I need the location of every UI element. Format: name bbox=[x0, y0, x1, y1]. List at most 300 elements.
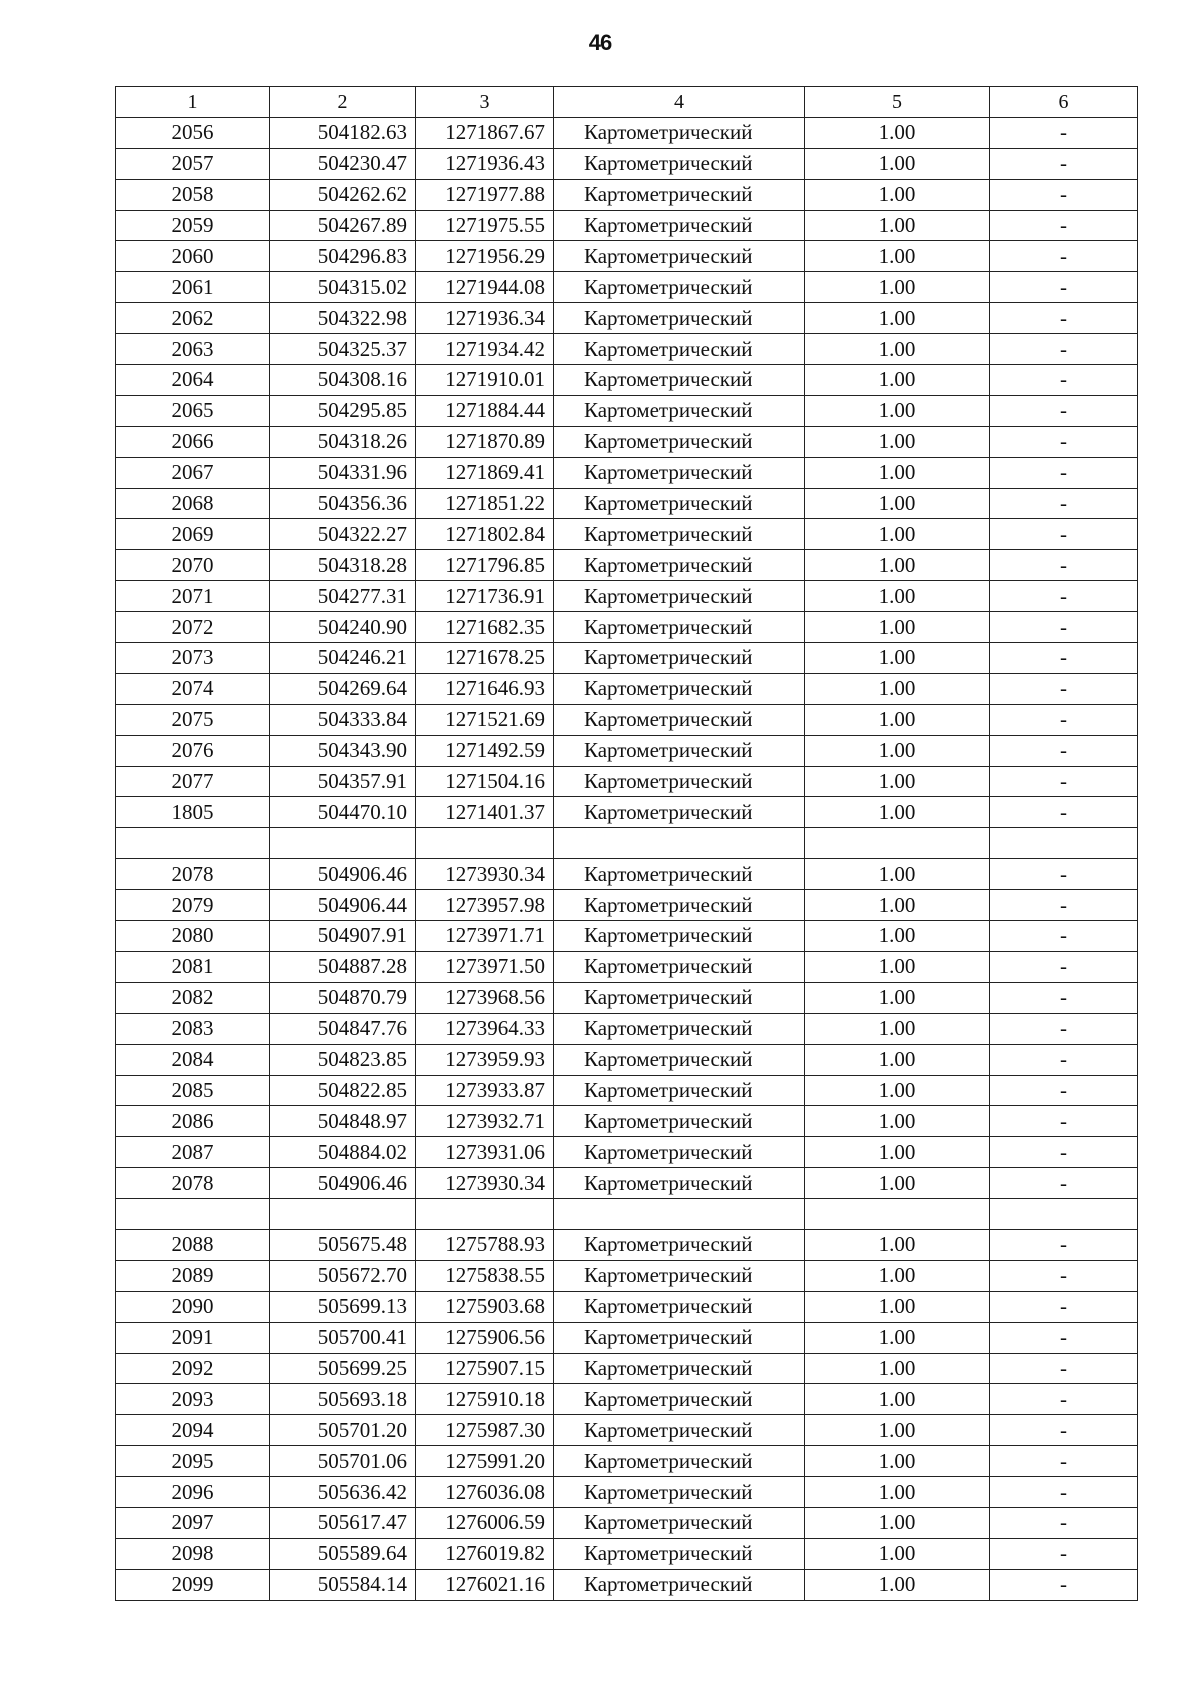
accuracy-cell: 1.00 bbox=[805, 1137, 990, 1168]
note-cell: - bbox=[990, 1384, 1138, 1415]
accuracy-cell: 1.00 bbox=[805, 1013, 990, 1044]
table-row bbox=[116, 1477, 1138, 1508]
method-cell: Картометрический bbox=[554, 1075, 805, 1106]
x-coordinate-cell: 504823.85 bbox=[270, 1044, 416, 1075]
method-cell: Картометрический bbox=[554, 859, 805, 890]
table-row bbox=[116, 1322, 1138, 1353]
note-cell: - bbox=[990, 457, 1138, 488]
y-coordinate-cell: 1273971.71 bbox=[416, 921, 554, 952]
point-number-cell: 2062 bbox=[116, 303, 270, 334]
method-cell: Картометрический bbox=[554, 797, 805, 828]
x-coordinate-cell: 504230.47 bbox=[270, 148, 416, 179]
y-coordinate-cell: 1273957.98 bbox=[416, 890, 554, 921]
table-row bbox=[116, 117, 1138, 148]
x-coordinate-cell: 504848.97 bbox=[270, 1106, 416, 1137]
table-row bbox=[116, 1106, 1138, 1137]
y-coordinate-cell: 1275910.18 bbox=[416, 1384, 554, 1415]
table-row bbox=[116, 859, 1138, 890]
y-coordinate-cell: 1276019.82 bbox=[416, 1538, 554, 1569]
x-coordinate-cell: 504277.31 bbox=[270, 581, 416, 612]
table-row bbox=[116, 643, 1138, 674]
method-cell: Картометрический bbox=[554, 179, 805, 210]
note-cell: - bbox=[990, 704, 1138, 735]
y-coordinate-cell: 1271869.41 bbox=[416, 457, 554, 488]
table-row bbox=[116, 1384, 1138, 1415]
point-number-cell: 2091 bbox=[116, 1322, 270, 1353]
point-number-cell: 2076 bbox=[116, 735, 270, 766]
point-number-cell: 2065 bbox=[116, 395, 270, 426]
method-cell: Картометрический bbox=[554, 1538, 805, 1569]
accuracy-cell: 1.00 bbox=[805, 1538, 990, 1569]
point-number-cell: 2066 bbox=[116, 426, 270, 457]
x-coordinate-cell: 504870.79 bbox=[270, 982, 416, 1013]
method-cell: Картометрический bbox=[554, 581, 805, 612]
accuracy-cell: 1.00 bbox=[805, 334, 990, 365]
method-cell: Картометрический bbox=[554, 1353, 805, 1384]
point-number-cell: 2073 bbox=[116, 643, 270, 674]
page-number: 46 bbox=[588, 30, 612, 55]
x-coordinate-cell: 504318.26 bbox=[270, 426, 416, 457]
point-number-cell bbox=[116, 828, 270, 859]
method-cell: Картометрический bbox=[554, 519, 805, 550]
table-row bbox=[116, 148, 1138, 179]
point-number-cell: 2075 bbox=[116, 704, 270, 735]
x-coordinate-cell: 504906.46 bbox=[270, 859, 416, 890]
x-coordinate-cell: 505672.70 bbox=[270, 1260, 416, 1291]
note-cell: - bbox=[990, 1322, 1138, 1353]
x-coordinate-cell: 504325.37 bbox=[270, 334, 416, 365]
accuracy-cell: 1.00 bbox=[805, 519, 990, 550]
accuracy-cell: 1.00 bbox=[805, 951, 990, 982]
y-coordinate-cell: 1275788.93 bbox=[416, 1229, 554, 1260]
y-coordinate-cell: 1271956.29 bbox=[416, 241, 554, 272]
x-coordinate-cell: 505700.41 bbox=[270, 1322, 416, 1353]
method-cell bbox=[554, 828, 805, 859]
accuracy-cell: 1.00 bbox=[805, 1106, 990, 1137]
accuracy-cell: 1.00 bbox=[805, 1044, 990, 1075]
accuracy-cell: 1.00 bbox=[805, 241, 990, 272]
method-cell: Картометрический bbox=[554, 210, 805, 241]
note-cell: - bbox=[990, 1415, 1138, 1446]
note-cell: - bbox=[990, 612, 1138, 643]
note-cell: - bbox=[990, 1260, 1138, 1291]
note-cell: - bbox=[990, 673, 1138, 704]
accuracy-cell: 1.00 bbox=[805, 1477, 990, 1508]
method-cell: Картометрический bbox=[554, 272, 805, 303]
y-coordinate-cell: 1275991.20 bbox=[416, 1446, 554, 1477]
y-coordinate-cell: 1271646.93 bbox=[416, 673, 554, 704]
x-coordinate-cell: 504308.16 bbox=[270, 365, 416, 396]
y-coordinate-cell: 1276021.16 bbox=[416, 1569, 554, 1600]
y-coordinate-cell: 1271682.35 bbox=[416, 612, 554, 643]
method-cell: Картометрический bbox=[554, 395, 805, 426]
coordinates-table bbox=[115, 86, 1138, 1601]
note-cell: - bbox=[990, 179, 1138, 210]
table-header bbox=[116, 87, 1138, 118]
accuracy-cell: 1.00 bbox=[805, 1353, 990, 1384]
table-row bbox=[116, 951, 1138, 982]
table-row bbox=[116, 457, 1138, 488]
table-row bbox=[116, 704, 1138, 735]
accuracy-cell bbox=[805, 1199, 990, 1230]
column-header-4: 4 bbox=[554, 87, 805, 118]
accuracy-cell: 1.00 bbox=[805, 1569, 990, 1600]
y-coordinate-cell: 1275906.56 bbox=[416, 1322, 554, 1353]
method-cell: Картометрический bbox=[554, 1291, 805, 1322]
note-cell: - bbox=[990, 117, 1138, 148]
point-number-cell: 2074 bbox=[116, 673, 270, 704]
accuracy-cell: 1.00 bbox=[805, 982, 990, 1013]
table-row bbox=[116, 581, 1138, 612]
note-cell: - bbox=[990, 550, 1138, 581]
y-coordinate-cell: 1273968.56 bbox=[416, 982, 554, 1013]
y-coordinate-cell: 1273959.93 bbox=[416, 1044, 554, 1075]
method-cell: Картометрический bbox=[554, 148, 805, 179]
table-row bbox=[116, 1353, 1138, 1384]
table-body bbox=[116, 117, 1138, 1600]
accuracy-cell: 1.00 bbox=[805, 395, 990, 426]
method-cell: Картометрический bbox=[554, 612, 805, 643]
y-coordinate-cell: 1271944.08 bbox=[416, 272, 554, 303]
note-cell: - bbox=[990, 303, 1138, 334]
accuracy-cell: 1.00 bbox=[805, 1260, 990, 1291]
table-row bbox=[116, 550, 1138, 581]
y-coordinate-cell: 1275987.30 bbox=[416, 1415, 554, 1446]
method-cell: Картометрический bbox=[554, 643, 805, 674]
table-row bbox=[116, 272, 1138, 303]
accuracy-cell: 1.00 bbox=[805, 426, 990, 457]
x-coordinate-cell: 504357.91 bbox=[270, 766, 416, 797]
accuracy-cell: 1.00 bbox=[805, 673, 990, 704]
table-row bbox=[116, 1168, 1138, 1199]
y-coordinate-cell: 1271401.37 bbox=[416, 797, 554, 828]
y-coordinate-cell: 1275838.55 bbox=[416, 1260, 554, 1291]
y-coordinate-cell: 1275903.68 bbox=[416, 1291, 554, 1322]
table-row bbox=[116, 334, 1138, 365]
accuracy-cell: 1.00 bbox=[805, 272, 990, 303]
method-cell: Картометрический bbox=[554, 1384, 805, 1415]
x-coordinate-cell: 504246.21 bbox=[270, 643, 416, 674]
x-coordinate-cell: 504322.98 bbox=[270, 303, 416, 334]
table-row bbox=[116, 766, 1138, 797]
table-row bbox=[116, 735, 1138, 766]
x-coordinate-cell: 505589.64 bbox=[270, 1538, 416, 1569]
accuracy-cell: 1.00 bbox=[805, 117, 990, 148]
accuracy-cell: 1.00 bbox=[805, 735, 990, 766]
accuracy-cell: 1.00 bbox=[805, 1446, 990, 1477]
table-row bbox=[116, 890, 1138, 921]
table-row bbox=[116, 519, 1138, 550]
method-cell: Картометрический bbox=[554, 1446, 805, 1477]
method-cell: Картометрический bbox=[554, 982, 805, 1013]
point-number-cell: 2081 bbox=[116, 951, 270, 982]
method-cell: Картометрический bbox=[554, 550, 805, 581]
x-coordinate-cell: 505584.14 bbox=[270, 1569, 416, 1600]
point-number-cell: 2088 bbox=[116, 1229, 270, 1260]
accuracy-cell: 1.00 bbox=[805, 859, 990, 890]
note-cell: - bbox=[990, 1168, 1138, 1199]
accuracy-cell: 1.00 bbox=[805, 1415, 990, 1446]
method-cell: Картометрический bbox=[554, 704, 805, 735]
accuracy-cell: 1.00 bbox=[805, 365, 990, 396]
point-number-cell: 2082 bbox=[116, 982, 270, 1013]
note-cell bbox=[990, 828, 1138, 859]
accuracy-cell: 1.00 bbox=[805, 457, 990, 488]
note-cell: - bbox=[990, 581, 1138, 612]
table-row bbox=[116, 982, 1138, 1013]
y-coordinate-cell: 1271736.91 bbox=[416, 581, 554, 612]
accuracy-cell: 1.00 bbox=[805, 210, 990, 241]
y-coordinate-cell: 1273971.50 bbox=[416, 951, 554, 982]
note-cell: - bbox=[990, 1477, 1138, 1508]
column-header-2: 2 bbox=[270, 87, 416, 118]
x-coordinate-cell: 504296.83 bbox=[270, 241, 416, 272]
x-coordinate-cell: 504884.02 bbox=[270, 1137, 416, 1168]
x-coordinate-cell: 504906.46 bbox=[270, 1168, 416, 1199]
point-number-cell: 2071 bbox=[116, 581, 270, 612]
y-coordinate-cell: 1271884.44 bbox=[416, 395, 554, 426]
table-row bbox=[116, 179, 1138, 210]
table-row bbox=[116, 612, 1138, 643]
x-coordinate-cell: 504847.76 bbox=[270, 1013, 416, 1044]
x-coordinate-cell: 504240.90 bbox=[270, 612, 416, 643]
table-row bbox=[116, 241, 1138, 272]
table-row bbox=[116, 1569, 1138, 1600]
y-coordinate-cell bbox=[416, 1199, 554, 1230]
accuracy-cell: 1.00 bbox=[805, 303, 990, 334]
method-cell: Картометрический bbox=[554, 1477, 805, 1508]
point-number-cell: 2090 bbox=[116, 1291, 270, 1322]
point-number-cell: 2098 bbox=[116, 1538, 270, 1569]
table-row bbox=[116, 365, 1138, 396]
note-cell: - bbox=[990, 148, 1138, 179]
accuracy-cell: 1.00 bbox=[805, 612, 990, 643]
accuracy-cell: 1.00 bbox=[805, 1322, 990, 1353]
method-cell: Картометрический bbox=[554, 1260, 805, 1291]
accuracy-cell bbox=[805, 828, 990, 859]
point-number-cell: 2077 bbox=[116, 766, 270, 797]
note-cell: - bbox=[990, 1044, 1138, 1075]
table-row bbox=[116, 1291, 1138, 1322]
note-cell: - bbox=[990, 1137, 1138, 1168]
table-row bbox=[116, 921, 1138, 952]
point-number-cell: 2096 bbox=[116, 1477, 270, 1508]
point-number-cell: 1805 bbox=[116, 797, 270, 828]
accuracy-cell: 1.00 bbox=[805, 1507, 990, 1538]
y-coordinate-cell: 1271934.42 bbox=[416, 334, 554, 365]
y-coordinate-cell: 1273931.06 bbox=[416, 1137, 554, 1168]
note-cell: - bbox=[990, 334, 1138, 365]
y-coordinate-cell: 1275907.15 bbox=[416, 1353, 554, 1384]
point-number-cell: 2093 bbox=[116, 1384, 270, 1415]
column-header-6: 6 bbox=[990, 87, 1138, 118]
x-coordinate-cell bbox=[270, 828, 416, 859]
table-row bbox=[116, 303, 1138, 334]
method-cell: Картометрический bbox=[554, 1137, 805, 1168]
y-coordinate-cell: 1271975.55 bbox=[416, 210, 554, 241]
table-row bbox=[116, 1415, 1138, 1446]
method-cell: Картометрический bbox=[554, 426, 805, 457]
y-coordinate-cell: 1271802.84 bbox=[416, 519, 554, 550]
note-cell: - bbox=[990, 210, 1138, 241]
table-row bbox=[116, 426, 1138, 457]
accuracy-cell: 1.00 bbox=[805, 766, 990, 797]
y-coordinate-cell: 1271977.88 bbox=[416, 179, 554, 210]
x-coordinate-cell: 505636.42 bbox=[270, 1477, 416, 1508]
x-coordinate-cell: 505675.48 bbox=[270, 1229, 416, 1260]
table-row bbox=[116, 1538, 1138, 1569]
note-cell: - bbox=[990, 890, 1138, 921]
table-row bbox=[116, 1137, 1138, 1168]
point-number-cell: 2095 bbox=[116, 1446, 270, 1477]
point-number-cell: 2059 bbox=[116, 210, 270, 241]
table-row bbox=[116, 1013, 1138, 1044]
method-cell: Картометрический bbox=[554, 1322, 805, 1353]
point-number-cell: 2060 bbox=[116, 241, 270, 272]
note-cell: - bbox=[990, 1538, 1138, 1569]
y-coordinate-cell: 1271910.01 bbox=[416, 365, 554, 396]
separator-row bbox=[116, 828, 1138, 859]
accuracy-cell: 1.00 bbox=[805, 890, 990, 921]
column-header-5: 5 bbox=[805, 87, 990, 118]
column-header-1: 1 bbox=[116, 87, 270, 118]
table-row bbox=[116, 673, 1138, 704]
note-cell: - bbox=[990, 426, 1138, 457]
method-cell: Картометрический bbox=[554, 1044, 805, 1075]
header-row bbox=[116, 87, 1138, 118]
point-number-cell: 2067 bbox=[116, 457, 270, 488]
method-cell: Картометрический bbox=[554, 488, 805, 519]
note-cell: - bbox=[990, 951, 1138, 982]
point-number-cell: 2058 bbox=[116, 179, 270, 210]
point-number-cell: 2068 bbox=[116, 488, 270, 519]
point-number-cell: 2057 bbox=[116, 148, 270, 179]
table-row bbox=[116, 395, 1138, 426]
point-number-cell: 2080 bbox=[116, 921, 270, 952]
y-coordinate-cell: 1273933.87 bbox=[416, 1075, 554, 1106]
point-number-cell: 2063 bbox=[116, 334, 270, 365]
point-number-cell: 2099 bbox=[116, 1569, 270, 1600]
note-cell: - bbox=[990, 1013, 1138, 1044]
method-cell: Картометрический bbox=[554, 1106, 805, 1137]
x-coordinate-cell: 504315.02 bbox=[270, 272, 416, 303]
y-coordinate-cell bbox=[416, 828, 554, 859]
method-cell bbox=[554, 1199, 805, 1230]
x-coordinate-cell: 505699.25 bbox=[270, 1353, 416, 1384]
note-cell: - bbox=[990, 921, 1138, 952]
y-coordinate-cell: 1273930.34 bbox=[416, 1168, 554, 1199]
accuracy-cell: 1.00 bbox=[805, 1168, 990, 1199]
y-coordinate-cell: 1271870.89 bbox=[416, 426, 554, 457]
method-cell: Картометрический bbox=[554, 673, 805, 704]
point-number-cell: 2089 bbox=[116, 1260, 270, 1291]
y-coordinate-cell: 1271851.22 bbox=[416, 488, 554, 519]
note-cell: - bbox=[990, 797, 1138, 828]
point-number-cell: 2087 bbox=[116, 1137, 270, 1168]
accuracy-cell: 1.00 bbox=[805, 1384, 990, 1415]
table-row bbox=[116, 1446, 1138, 1477]
method-cell: Картометрический bbox=[554, 1168, 805, 1199]
method-cell: Картометрический bbox=[554, 766, 805, 797]
point-number-cell: 2079 bbox=[116, 890, 270, 921]
x-coordinate-cell: 505701.20 bbox=[270, 1415, 416, 1446]
note-cell: - bbox=[990, 395, 1138, 426]
x-coordinate-cell: 504262.62 bbox=[270, 179, 416, 210]
note-cell: - bbox=[990, 365, 1138, 396]
y-coordinate-cell: 1276006.59 bbox=[416, 1507, 554, 1538]
note-cell: - bbox=[990, 1569, 1138, 1600]
point-number-cell: 2085 bbox=[116, 1075, 270, 1106]
table-row bbox=[116, 488, 1138, 519]
y-coordinate-cell: 1271492.59 bbox=[416, 735, 554, 766]
method-cell: Картометрический bbox=[554, 1507, 805, 1538]
y-coordinate-cell: 1273932.71 bbox=[416, 1106, 554, 1137]
method-cell: Картометрический bbox=[554, 457, 805, 488]
x-coordinate-cell: 504887.28 bbox=[270, 951, 416, 982]
y-coordinate-cell: 1271796.85 bbox=[416, 550, 554, 581]
accuracy-cell: 1.00 bbox=[805, 921, 990, 952]
x-coordinate-cell: 504269.64 bbox=[270, 673, 416, 704]
point-number-cell: 2078 bbox=[116, 1168, 270, 1199]
x-coordinate-cell: 504343.90 bbox=[270, 735, 416, 766]
table-row bbox=[116, 210, 1138, 241]
point-number-cell: 2092 bbox=[116, 1353, 270, 1384]
method-cell: Картометрический bbox=[554, 1013, 805, 1044]
x-coordinate-cell: 504322.27 bbox=[270, 519, 416, 550]
note-cell: - bbox=[990, 272, 1138, 303]
table-row bbox=[116, 1260, 1138, 1291]
y-coordinate-cell: 1271936.34 bbox=[416, 303, 554, 334]
note-cell: - bbox=[990, 241, 1138, 272]
accuracy-cell: 1.00 bbox=[805, 704, 990, 735]
y-coordinate-cell: 1273930.34 bbox=[416, 859, 554, 890]
point-number-cell: 2072 bbox=[116, 612, 270, 643]
note-cell: - bbox=[990, 1291, 1138, 1322]
accuracy-cell: 1.00 bbox=[805, 1229, 990, 1260]
separator-row bbox=[116, 1199, 1138, 1230]
accuracy-cell: 1.00 bbox=[805, 179, 990, 210]
note-cell: - bbox=[990, 488, 1138, 519]
y-coordinate-cell: 1273964.33 bbox=[416, 1013, 554, 1044]
x-coordinate-cell: 505699.13 bbox=[270, 1291, 416, 1322]
accuracy-cell: 1.00 bbox=[805, 797, 990, 828]
point-number-cell: 2064 bbox=[116, 365, 270, 396]
table-row bbox=[116, 1229, 1138, 1260]
note-cell: - bbox=[990, 735, 1138, 766]
method-cell: Картометрический bbox=[554, 365, 805, 396]
x-coordinate-cell: 504295.85 bbox=[270, 395, 416, 426]
method-cell: Картометрический bbox=[554, 735, 805, 766]
y-coordinate-cell: 1271936.43 bbox=[416, 148, 554, 179]
method-cell: Картометрический bbox=[554, 117, 805, 148]
x-coordinate-cell: 505693.18 bbox=[270, 1384, 416, 1415]
note-cell: - bbox=[990, 1075, 1138, 1106]
x-coordinate-cell bbox=[270, 1199, 416, 1230]
y-coordinate-cell: 1271678.25 bbox=[416, 643, 554, 674]
column-header-3: 3 bbox=[416, 87, 554, 118]
table-row bbox=[116, 1075, 1138, 1106]
x-coordinate-cell: 504182.63 bbox=[270, 117, 416, 148]
note-cell: - bbox=[990, 1507, 1138, 1538]
x-coordinate-cell: 504331.96 bbox=[270, 457, 416, 488]
point-number-cell: 2056 bbox=[116, 117, 270, 148]
x-coordinate-cell: 504267.89 bbox=[270, 210, 416, 241]
point-number-cell: 2078 bbox=[116, 859, 270, 890]
method-cell: Картометрический bbox=[554, 334, 805, 365]
y-coordinate-cell: 1276036.08 bbox=[416, 1477, 554, 1508]
x-coordinate-cell: 504333.84 bbox=[270, 704, 416, 735]
note-cell: - bbox=[990, 519, 1138, 550]
